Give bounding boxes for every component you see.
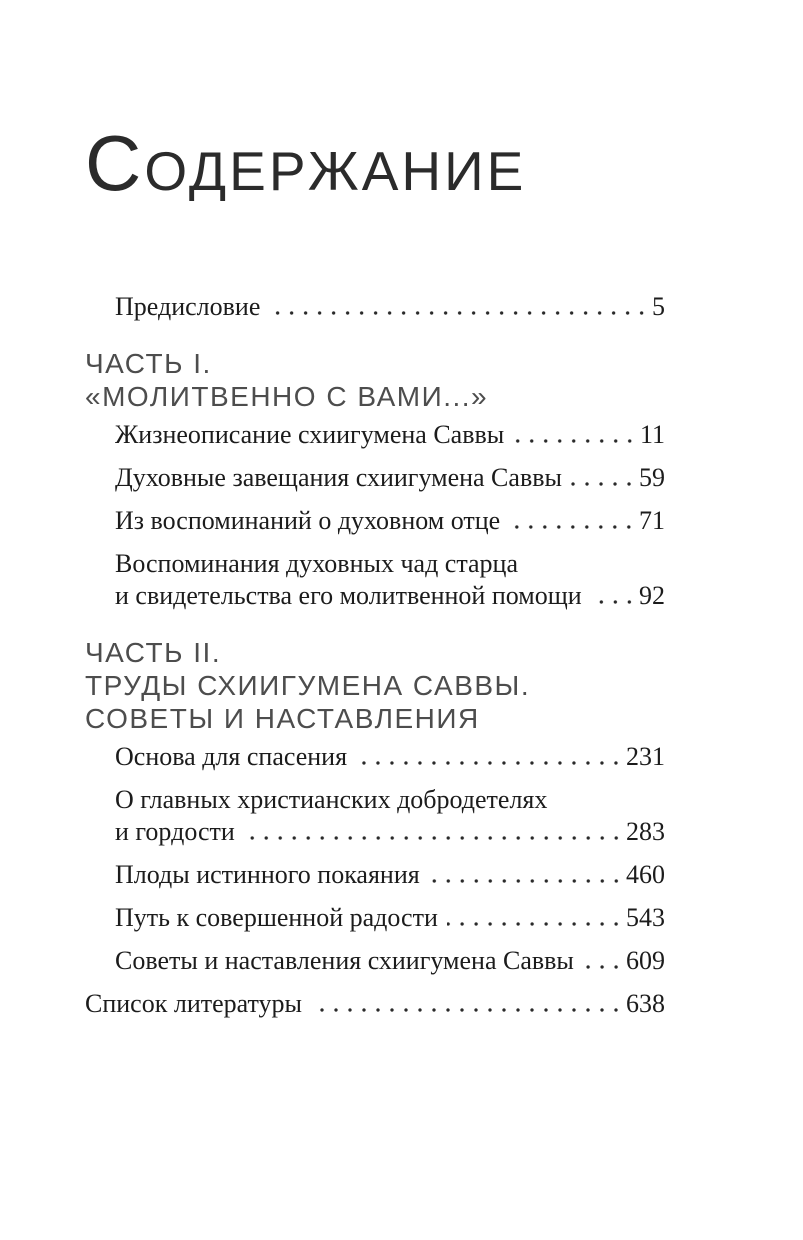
toc-entry-label-line1: О главных христианских добродетелях xyxy=(115,785,548,814)
dot-leader xyxy=(513,439,637,443)
toc-entry-repentance-fruits[interactable] xyxy=(115,859,665,891)
dot-leader xyxy=(311,1008,623,1012)
toc-entry-label: Советы и наставления схиигумена Саввы xyxy=(115,946,574,975)
toc-entry-label: Предисловие xyxy=(115,292,261,321)
toc-entry-row xyxy=(115,902,665,934)
toc-entry-virtues[interactable] xyxy=(115,784,665,848)
page-title-rest: ОДЕРЖАНИЕ xyxy=(144,140,527,202)
dot-leader xyxy=(356,761,623,765)
toc-page-number: 460 xyxy=(626,860,665,889)
toc-page-number: 92 xyxy=(639,581,665,610)
toc-entry-label: Духовные завещания схиигумена Саввы xyxy=(115,463,562,492)
toc-page-number: 71 xyxy=(639,506,665,535)
toc-entry-row xyxy=(115,816,665,848)
toc-entry-row xyxy=(115,859,665,891)
page-title xyxy=(85,119,665,207)
toc-entry-label: Из воспоминаний о духовном отце xyxy=(115,506,501,535)
toc-entry-biography[interactable] xyxy=(115,419,665,451)
toc-entry-label: Жизнеописание схиигумена Саввы xyxy=(115,420,505,449)
toc-page-number: 11 xyxy=(639,420,665,449)
toc-entry-row xyxy=(115,580,665,612)
toc-entry-row xyxy=(85,988,665,1020)
toc-entry-label: Основа для спасения xyxy=(115,742,348,771)
toc-entry-salvation-basis[interactable] xyxy=(115,741,665,773)
toc-entry-label: Список литературы xyxy=(85,989,302,1018)
dot-leader xyxy=(509,525,636,529)
part2-heading-line2: ТРУДЫ СХИИГУМЕНА САВВЫ. xyxy=(85,670,531,701)
toc-entry-row xyxy=(115,505,665,537)
dot-leader xyxy=(269,311,649,315)
toc-entry-label-line2: и свидетельства его молитвенной помощи xyxy=(115,581,582,610)
dot-leader xyxy=(591,600,636,604)
toc-page-number: 543 xyxy=(626,903,665,932)
part2-heading-line1: ЧАСТЬ II. xyxy=(85,637,222,668)
toc-page-number: 231 xyxy=(626,742,665,771)
dot-leader xyxy=(244,836,623,840)
dot-leader xyxy=(583,965,623,969)
dot-leader xyxy=(447,922,623,926)
toc-entry-row xyxy=(115,291,665,323)
toc-entry-bibliography[interactable] xyxy=(85,988,665,1020)
toc-entry-label-line2: и гордости xyxy=(115,817,235,846)
toc-page-number: 59 xyxy=(639,463,665,492)
toc-page-number: 609 xyxy=(626,946,665,975)
part1-heading-line2: «МОЛИТВЕННО С ВАМИ...» xyxy=(85,381,489,412)
toc-entry-preface[interactable] xyxy=(115,291,665,323)
part1-heading-line1: ЧАСТЬ I. xyxy=(85,348,212,379)
toc-entry-advice[interactable] xyxy=(115,945,665,977)
part1-heading xyxy=(85,347,665,413)
toc-entry-path-to-joy[interactable] xyxy=(115,902,665,934)
toc-entry-label: Путь к совершенной радости xyxy=(115,903,438,932)
toc-entry-testaments[interactable] xyxy=(115,462,665,494)
page-title-initial: С xyxy=(85,119,145,207)
toc-entry-row xyxy=(115,462,665,494)
dot-leader xyxy=(429,879,623,883)
toc-page-number: 638 xyxy=(626,989,665,1018)
part2-heading-line3: СОВЕТЫ И НАСТАВЛЕНИЯ xyxy=(85,703,480,734)
toc-entry-row xyxy=(115,945,665,977)
toc-entry-row xyxy=(115,419,665,451)
toc-page-number: 5 xyxy=(652,292,665,321)
toc-entry-recollections[interactable] xyxy=(115,505,665,537)
part2-heading xyxy=(85,636,665,735)
dot-leader xyxy=(571,482,636,486)
toc-entry-row xyxy=(115,741,665,773)
toc-entry-label-line1: Воспоминания духовных чад старца xyxy=(115,549,519,578)
toc-entry-label: Плоды истинного покаяния xyxy=(115,860,420,889)
toc-page-number: 283 xyxy=(626,817,665,846)
toc-entry-memories[interactable] xyxy=(115,548,665,612)
